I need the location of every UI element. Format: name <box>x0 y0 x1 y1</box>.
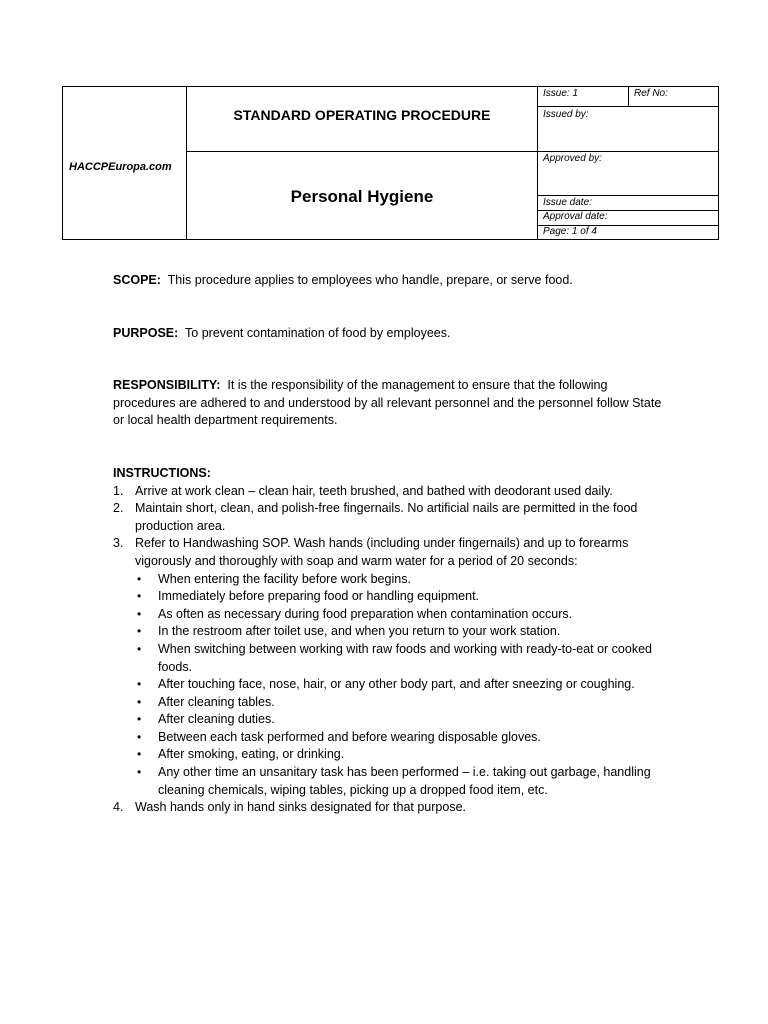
bullet-text: Between each task performed and before wearing disposable gloves. <box>158 729 541 744</box>
page-number: Page: 1 of 4 <box>543 226 597 237</box>
list-item <box>113 799 673 817</box>
list-item <box>113 623 673 641</box>
responsibility-section <box>113 377 673 430</box>
divider <box>537 195 718 196</box>
issue-date-field: Issue date: <box>543 197 592 208</box>
step-number: 4. <box>113 800 124 815</box>
handwashing-occasions-list <box>113 571 673 800</box>
bullet-text: After touching face, nose, hair, or any other body part, and after sneezing or coughing. <box>158 677 635 692</box>
bullet-icon: • <box>137 589 142 604</box>
approval-date-field: Approval date: <box>543 211 608 222</box>
step-number: 1. <box>113 483 124 498</box>
list-item <box>113 764 673 799</box>
document-body <box>113 272 673 817</box>
company-name: HACCPEuropa.com <box>69 161 172 173</box>
instructions-label: INSTRUCTIONS: <box>113 465 211 480</box>
list-item <box>113 694 673 712</box>
bullet-icon: • <box>137 694 142 709</box>
step-number: 3. <box>113 536 124 551</box>
step-text: Maintain short, clean, and polish-free fingernails. No artificial nails are permitted in the food production area. <box>135 501 638 533</box>
list-item <box>113 729 673 747</box>
ref-no-field: Ref No: <box>634 88 668 99</box>
instructions-list-continued <box>113 799 673 817</box>
document-title: Personal Hygiene <box>290 187 434 206</box>
list-item <box>113 588 673 606</box>
purpose-text: To prevent contamination of food by employees. <box>185 325 451 340</box>
responsibility-text: It is the responsibility of the management to ensure that the following procedures are adhered to and understood by all relevant personnel and the personnel follow State or local health department requirements. <box>113 378 662 428</box>
header-table <box>62 86 719 240</box>
step-number: 2. <box>113 501 124 516</box>
bullet-text: After smoking, eating, or drinking. <box>158 747 345 762</box>
bullet-text: Any other time an unsanitary task has been performed – i.e. taking out garbage, handling cleaning chemicals, wiping tables, picking up a dropped food item, etc. <box>158 765 651 797</box>
step-text: Wash hands only in hand sinks designated for that purpose. <box>135 800 466 815</box>
instructions-list <box>113 483 673 571</box>
list-item <box>113 500 673 535</box>
bullet-text: When entering the facility before work begins. <box>158 571 411 586</box>
divider <box>186 151 718 152</box>
issue-field: Issue: 1 <box>543 88 579 99</box>
bullet-icon: • <box>137 729 142 744</box>
list-item <box>113 676 673 694</box>
bullet-text: When switching between working with raw foods and working with ready-to-eat or cooked foods. <box>158 641 652 674</box>
bullet-icon: • <box>137 606 142 621</box>
step-text: Refer to Handwashing SOP. Wash hands (including under fingernails) and up to forearms vigorously and thoroughly with soap and warm water for a period of 20 seconds: <box>135 536 629 568</box>
bullet-icon: • <box>137 677 142 692</box>
bullet-text: Immediately before preparing food or handling equipment. <box>158 589 480 604</box>
list-item <box>113 571 673 589</box>
list-item <box>113 641 673 676</box>
bullet-icon: • <box>137 641 142 656</box>
list-item <box>113 746 673 764</box>
list-item <box>113 711 673 729</box>
bullet-text: After cleaning tables. <box>158 694 275 709</box>
list-item <box>113 606 673 624</box>
approved-by-field: Approved by: <box>543 153 602 164</box>
purpose-section <box>113 325 673 343</box>
bullet-icon: • <box>137 624 142 639</box>
bullet-text: As often as necessary during food preparation when contamination occurs. <box>158 606 573 621</box>
purpose-label: PURPOSE: <box>113 325 179 340</box>
divider <box>537 106 718 107</box>
issued-by-field: Issued by: <box>543 109 589 120</box>
bullet-icon: • <box>137 765 142 780</box>
bullet-icon: • <box>137 712 142 727</box>
step-text: Arrive at work clean – clean hair, teeth brushed, and bathed with deodorant used daily. <box>135 483 613 498</box>
divider <box>628 87 629 106</box>
sop-label: STANDARD OPERATING PROCEDURE <box>233 107 491 123</box>
scope-text: This procedure applies to employees who handle, prepare, or serve food. <box>167 273 573 287</box>
scope-label: SCOPE: <box>113 273 161 287</box>
bullet-text: In the restroom after toilet use, and when you return to your work station. <box>158 624 561 639</box>
bullet-icon: • <box>137 571 142 586</box>
responsibility-label: RESPONSIBILITY: <box>113 378 221 393</box>
divider <box>537 87 538 239</box>
bullet-text: After cleaning duties. <box>158 712 275 727</box>
bullet-icon: • <box>137 747 142 762</box>
list-item <box>113 535 673 570</box>
scope-section <box>113 272 673 290</box>
list-item <box>113 483 673 501</box>
